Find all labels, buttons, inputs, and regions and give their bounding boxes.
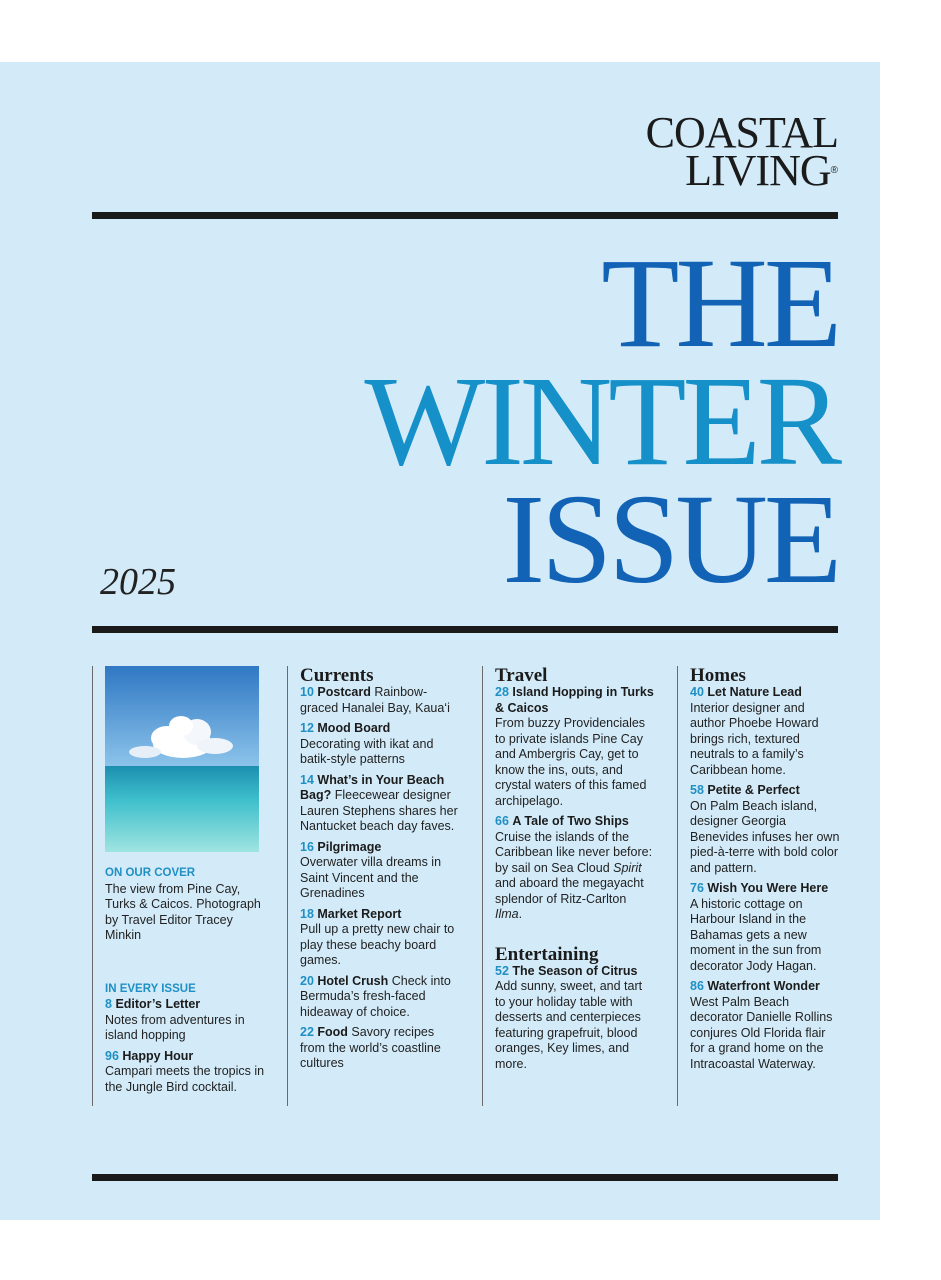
entry-description: Add sunny, sweet, and tart to your holiday table with desserts and centerpieces featuring grapefruit, blood oranges, Key limes, and more. [495,979,643,1071]
entry-title: Island Hopping in Turks & Caicos [495,685,654,715]
cover-caption [105,866,265,944]
page-number: 28 [495,685,509,699]
entry-description: Interior designer and author Phoebe Howard brings rich, textured neutrals to a family’s Caribbean home. [690,700,819,777]
toc-page [0,62,880,1220]
entry-title: Postcard [317,685,371,699]
page-number: 86 [690,979,704,993]
entry-title: Waterfront Wonder [707,979,820,993]
section-heading-travel: Travel [495,665,548,686]
issue-year: 2025 [100,561,176,603]
toc-entry[interactable] [300,773,460,835]
every-issue-label: IN EVERY ISSUE [105,982,196,995]
page-number: 16 [300,839,314,854]
toc-entry[interactable] [300,974,460,1021]
toc-entry[interactable] [495,964,655,1073]
toc-entry[interactable] [690,881,840,974]
issue-title [364,232,838,610]
bottom-divider [92,1174,838,1181]
toc-entry[interactable] [690,783,840,876]
toc-entry[interactable] [690,685,840,778]
column-divider [287,666,288,1106]
issue-title-line2: WINTER [364,350,838,492]
entry-title: Happy Hour [122,1048,194,1063]
entry-title: Pilgrimage [317,839,382,854]
entry-description: Savory recipes from the world’s coastline cultures [300,1025,441,1070]
cover-label: ON OUR COVER [105,867,196,879]
cover-text: The view from Pine Cay, Turks & Caicos. Photograph by Travel Editor Tracey Minkin [105,881,261,942]
entry-title: Petite & Perfect [707,783,800,797]
toc-entry[interactable] [300,685,460,716]
entry-title: A Tale of Two Ships [512,814,629,828]
cover-column [105,666,265,1100]
entry-description-part: . [518,907,523,921]
toc-entry[interactable] [105,1049,265,1096]
entry-description: Check into Bermuda’s fresh-faced hideaway of choice. [300,973,451,1019]
top-divider [92,212,838,219]
entry-description: Overwater villa dreams in Saint Vincent and the Grenadines [300,855,442,900]
masthead-line1: COASTAL [645,108,838,157]
page-number: 96 [105,1048,119,1063]
toc-entry[interactable] [690,979,840,1072]
page-number: 12 [300,721,314,735]
issue-title-line1: THE [601,232,838,374]
entry-description-part: and aboard the megayacht splendor of Ritz-Carlton [495,876,644,906]
page-number: 40 [690,685,704,699]
entry-title: Market Report [317,906,402,921]
masthead-logo [645,108,838,195]
entry-description: West Palm Beach decorator Danielle Rollins conjures Old Florida flair for a grand home on the Intracoastal Waterway. [690,994,833,1071]
entry-title: Food [317,1025,348,1039]
toc-entry[interactable] [300,907,460,969]
entry-description: Campari meets the tropics in the Jungle Bird cocktail. [105,1064,265,1094]
column-divider [482,666,483,1106]
entry-description: A historic cottage on Harbour Island in the Bahamas gets a new moment in the sun from decorator Jody Hagan. [690,896,822,973]
entry-title: Editor’s Letter [115,997,201,1011]
toc-entry[interactable] [495,814,655,923]
page-number: 20 [300,973,314,988]
currents-column [300,666,460,1077]
middle-divider [92,626,838,633]
entry-description: Pull up a pretty new chair to play these beachy board games. [300,922,455,967]
homes-column [690,666,840,1077]
masthead-line2 [646,146,838,195]
section-heading-entertaining: Entertaining [495,943,599,965]
column-divider [677,666,678,1106]
page-number: 66 [495,814,509,828]
cover-photo [105,666,259,852]
page-number: 76 [690,881,704,895]
travel-column [495,666,655,1077]
toc-entry[interactable] [300,1025,460,1072]
entry-description-part: Cruise the islands of the Caribbean like never before: by sail on Sea Cloud [495,829,653,875]
toc-entry[interactable] [105,997,265,1044]
column-divider [92,666,93,1106]
ship-name: Ilma [495,907,519,921]
entry-description [495,830,652,922]
entry-description: Decorating with ikat and batik-style patterns [300,736,434,766]
entry-title: Let Nature Lead [707,685,802,699]
page-number: 18 [300,906,314,921]
entry-description: Fleecewear designer Lauren Stephens shares her Nantucket beach day faves. [300,788,458,833]
toc-entry[interactable] [495,685,655,809]
entry-title: Wish You Were Here [707,881,829,895]
masthead-line2-text: LIVING [685,146,831,195]
section-heading-homes: Homes [690,665,746,686]
entry-description: Rainbow-graced Hanalei Bay, Kaua‘i [300,685,450,715]
entry-description: On Palm Beach island, designer Georgia Benevides infuses her own pied-à-terre with bold color and pattern. [690,798,840,875]
page-number: 58 [690,783,704,797]
entry-title: The Season of Citrus [512,963,638,978]
every-issue-section [105,982,265,1096]
entry-description: From buzzy Providenciales to private islands Pine Cay and Ambergris Cay, get to know the ins, outs, and crystal waters of this famed archipelago. [495,716,647,808]
ship-name: Spirit [613,860,642,875]
registered-mark: ® [830,165,838,176]
issue-title-line3: ISSUE [502,468,838,610]
page-number: 22 [300,1025,314,1039]
entry-description: Notes from adventures in island hopping [105,1012,245,1042]
page-number: 14 [300,772,314,787]
toc-entry[interactable] [300,840,460,902]
entry-title: Mood Board [317,721,391,735]
entry-title: Hotel Crush [317,973,389,988]
toc-entry[interactable] [300,721,460,768]
page-number: 52 [495,963,509,978]
page-number: 10 [300,685,314,699]
page-number: 8 [105,997,112,1011]
entry-title: What’s in Your Beach Bag? [300,772,445,802]
section-heading-currents: Currents [300,665,374,686]
